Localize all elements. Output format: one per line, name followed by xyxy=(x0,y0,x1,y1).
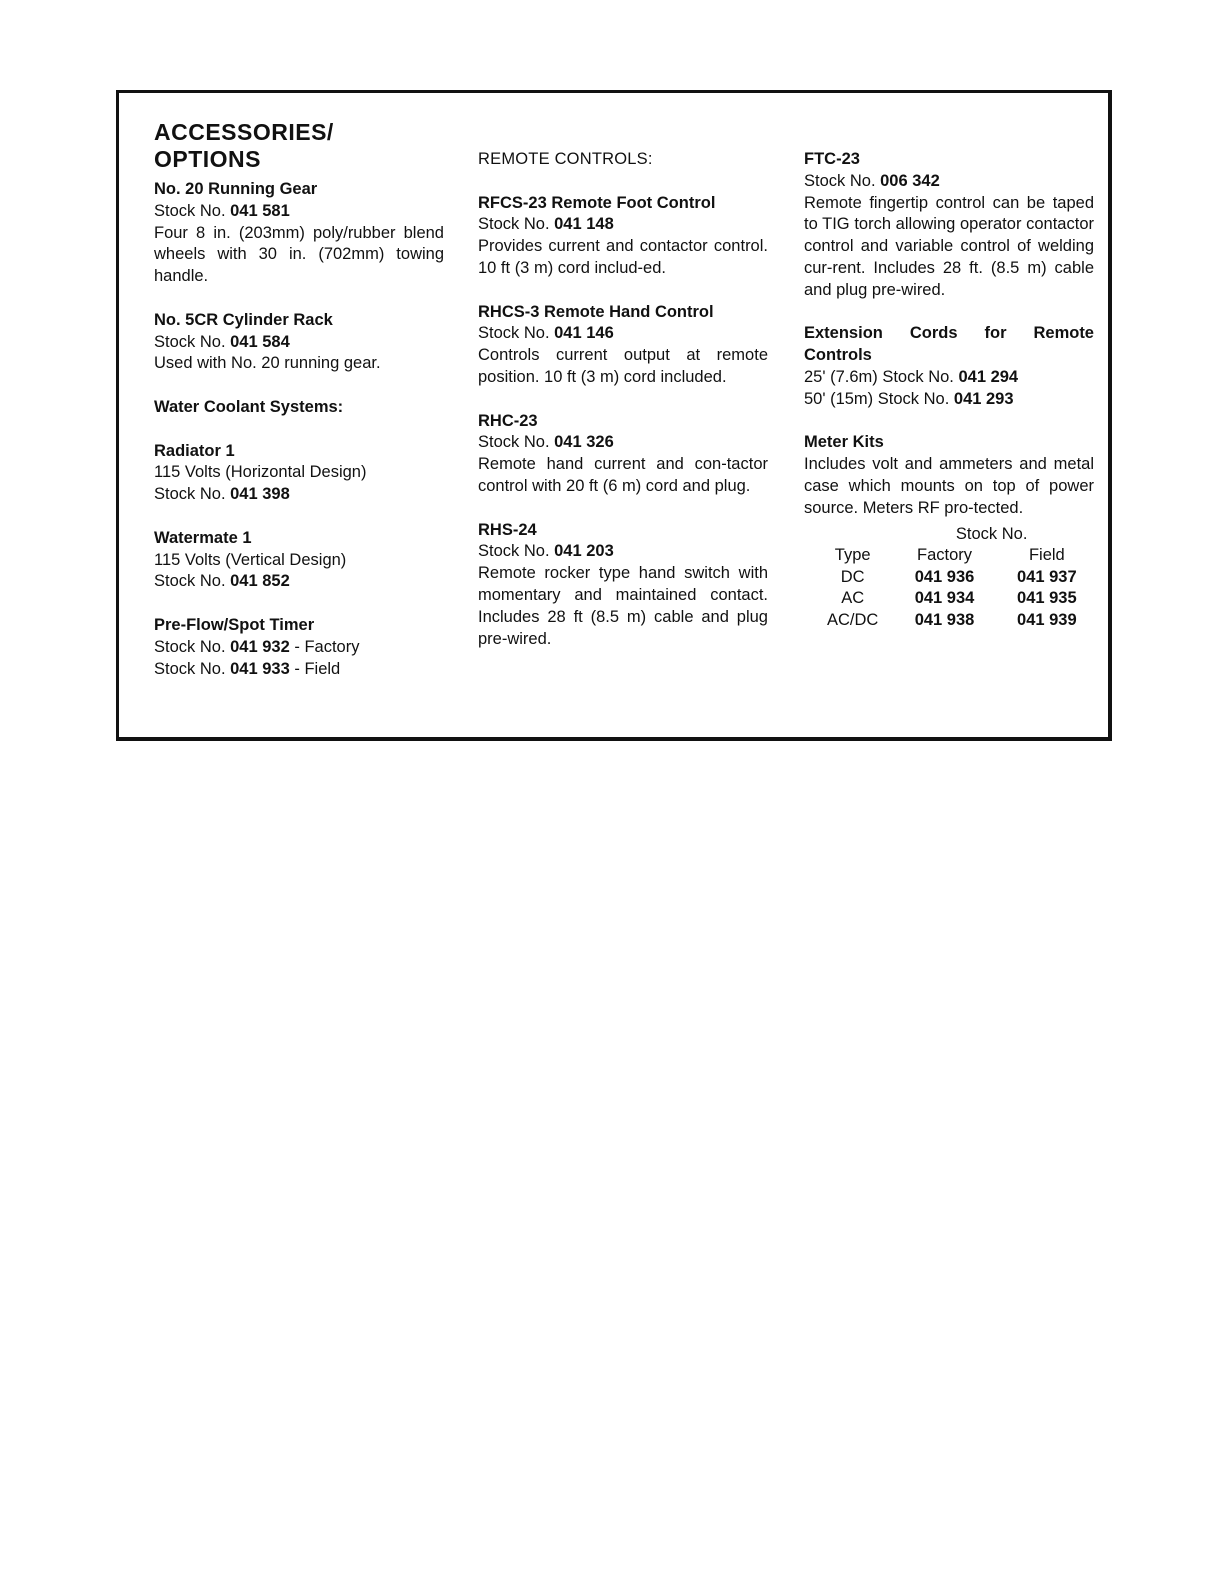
row-factory: 041 938 xyxy=(914,610,975,629)
column-accessories xyxy=(154,119,444,680)
stock-label: Stock No. xyxy=(804,171,876,190)
stock-number: 041 852 xyxy=(230,572,290,591)
table-row xyxy=(816,567,1094,589)
stock-line-factory xyxy=(154,637,444,659)
section-title-line2: OPTIONS xyxy=(154,146,262,172)
item-name: FTC-23 xyxy=(804,150,860,168)
stock-label: Stock No. xyxy=(478,215,550,234)
row-type: AC/DC xyxy=(827,610,879,629)
stock-number: 006 342 xyxy=(880,171,940,190)
item-description: Used with No. 20 running gear. xyxy=(154,354,381,373)
water-coolant-heading: Water Coolant Systems: xyxy=(154,397,344,416)
stock-number: 041 326 xyxy=(554,433,614,452)
stock-number: 041 933 xyxy=(230,659,290,678)
table-super-header xyxy=(816,524,1094,546)
item-name: RFCS-23 Remote Foot Control xyxy=(478,193,716,212)
row-factory: 041 936 xyxy=(914,567,975,586)
stock-line xyxy=(804,171,1094,193)
item-extension-cords xyxy=(804,323,1094,410)
stock-suffix: - Factory xyxy=(294,637,360,656)
item-rhcs xyxy=(478,302,768,389)
item-name: RHC-23 xyxy=(478,411,538,430)
item-description: Remote fingertip control can be taped to TIG torch allowing operator contactor control and variable control of welding cur-rent. Includes 28 ft. (8.5 m) cable and plug pre-wired. xyxy=(804,193,1094,299)
item-watermate xyxy=(154,528,444,593)
item-name: RHCS-3 Remote Hand Control xyxy=(478,302,714,321)
item-name: No. 5CR Cylinder Rack xyxy=(154,310,333,329)
column-ftc-extensions-meters xyxy=(804,149,1094,631)
stock-line xyxy=(154,332,444,354)
ext-cord-line-25ft xyxy=(804,367,1094,389)
stock-number: 041 293 xyxy=(953,389,1014,408)
table-header-row xyxy=(816,545,1094,567)
item-timer xyxy=(154,615,444,680)
item-cylinder-rack xyxy=(154,310,444,375)
item-description: Remote hand current and con-tactor control with 20 ft (6 m) cord and plug. xyxy=(478,455,768,495)
stock-label: Stock No. xyxy=(478,324,550,343)
stock-number: 041 148 xyxy=(554,215,614,234)
row-type: DC xyxy=(840,567,865,586)
stock-number: 041 581 xyxy=(230,201,290,220)
item-name: No. 20 Running Gear xyxy=(154,180,318,198)
item-description: Provides current and contactor control. 10 ft (3 m) cord includ-ed. xyxy=(478,237,768,277)
stock-line-field xyxy=(154,659,444,681)
item-rfcs xyxy=(478,193,768,280)
stock-line xyxy=(154,484,444,506)
item-description: 115 Volts (Vertical Design) xyxy=(154,550,347,569)
item-rhc xyxy=(478,411,768,498)
item-name: RHS-24 xyxy=(478,520,537,539)
row-type: AC xyxy=(841,589,865,608)
item-name: Extension Cords for Remote Controls xyxy=(804,324,1094,365)
item-name: Watermate 1 xyxy=(154,528,252,547)
stock-label: Stock No. xyxy=(154,659,226,678)
item-description: 115 Volts (Horizontal Design) xyxy=(154,463,367,482)
stock-line xyxy=(478,214,768,236)
table-row xyxy=(816,588,1094,610)
stock-line xyxy=(154,201,444,223)
stock-label: Stock No. xyxy=(478,542,550,561)
ext-cord-prefix: 50' (15m) Stock No. xyxy=(804,389,950,408)
stock-number: 041 932 xyxy=(230,637,290,656)
col-header-factory: Factory xyxy=(917,546,973,565)
item-radiator xyxy=(154,441,444,506)
item-rhs xyxy=(478,520,768,651)
stock-number: 041 398 xyxy=(230,485,290,504)
section-title-line1: ACCESSORIES/ xyxy=(154,119,334,145)
item-description: Remote rocker type hand switch with momentary and maintained contact. Includes 28 ft (8.5 m) cable and plug pre-wired. xyxy=(478,564,768,648)
column-remote-controls xyxy=(478,149,768,650)
stock-suffix: - Field xyxy=(294,659,341,678)
item-description: Four 8 in. (203mm) poly/rubber blend wheels with 30 in. (702mm) towing handle. xyxy=(154,223,444,286)
stock-number: 041 294 xyxy=(958,367,1019,386)
stock-label: Stock No. xyxy=(154,332,226,351)
item-name: Meter Kits xyxy=(804,433,884,452)
stock-label: Stock No. xyxy=(154,572,226,591)
meter-kits-table xyxy=(816,524,1094,632)
stock-label: Stock No. xyxy=(154,201,226,220)
remote-controls-heading: REMOTE CONTROLS: xyxy=(478,150,653,168)
stock-number: 041 203 xyxy=(554,542,614,561)
row-field: 041 937 xyxy=(1017,567,1077,586)
row-field: 041 939 xyxy=(1017,610,1077,629)
item-name: Radiator 1 xyxy=(154,441,235,460)
item-ftc xyxy=(804,149,1094,302)
row-field: 041 935 xyxy=(1017,589,1077,608)
col-header-type: Type xyxy=(834,546,871,565)
stock-number: 041 146 xyxy=(554,324,614,343)
stock-line xyxy=(478,541,768,563)
table-row xyxy=(816,610,1094,632)
stock-label: Stock No. xyxy=(154,637,226,656)
stock-label: Stock No. xyxy=(478,433,550,452)
stock-label: Stock No. xyxy=(154,485,226,504)
item-meter-kits xyxy=(804,432,1094,631)
ext-cord-line-50ft xyxy=(804,389,1094,411)
ext-cord-prefix: 25' (7.6m) Stock No. xyxy=(804,367,954,386)
item-description: Controls current output at remote position. 10 ft (3 m) cord included. xyxy=(478,346,768,386)
stock-line xyxy=(478,432,768,454)
stock-line xyxy=(154,571,444,593)
accessories-box xyxy=(116,90,1112,741)
stock-number: 041 584 xyxy=(230,332,290,351)
item-name: Pre-Flow/Spot Timer xyxy=(154,615,315,634)
col-header-field: Field xyxy=(1028,546,1065,565)
row-factory: 041 934 xyxy=(914,589,975,608)
stock-line xyxy=(478,323,768,345)
item-description: Includes volt and ammeters and metal case which mounts on top of power source. Meters RF pro-tected. xyxy=(804,455,1094,517)
stock-no-header: Stock No. xyxy=(955,524,1028,543)
item-running-gear xyxy=(154,179,444,288)
